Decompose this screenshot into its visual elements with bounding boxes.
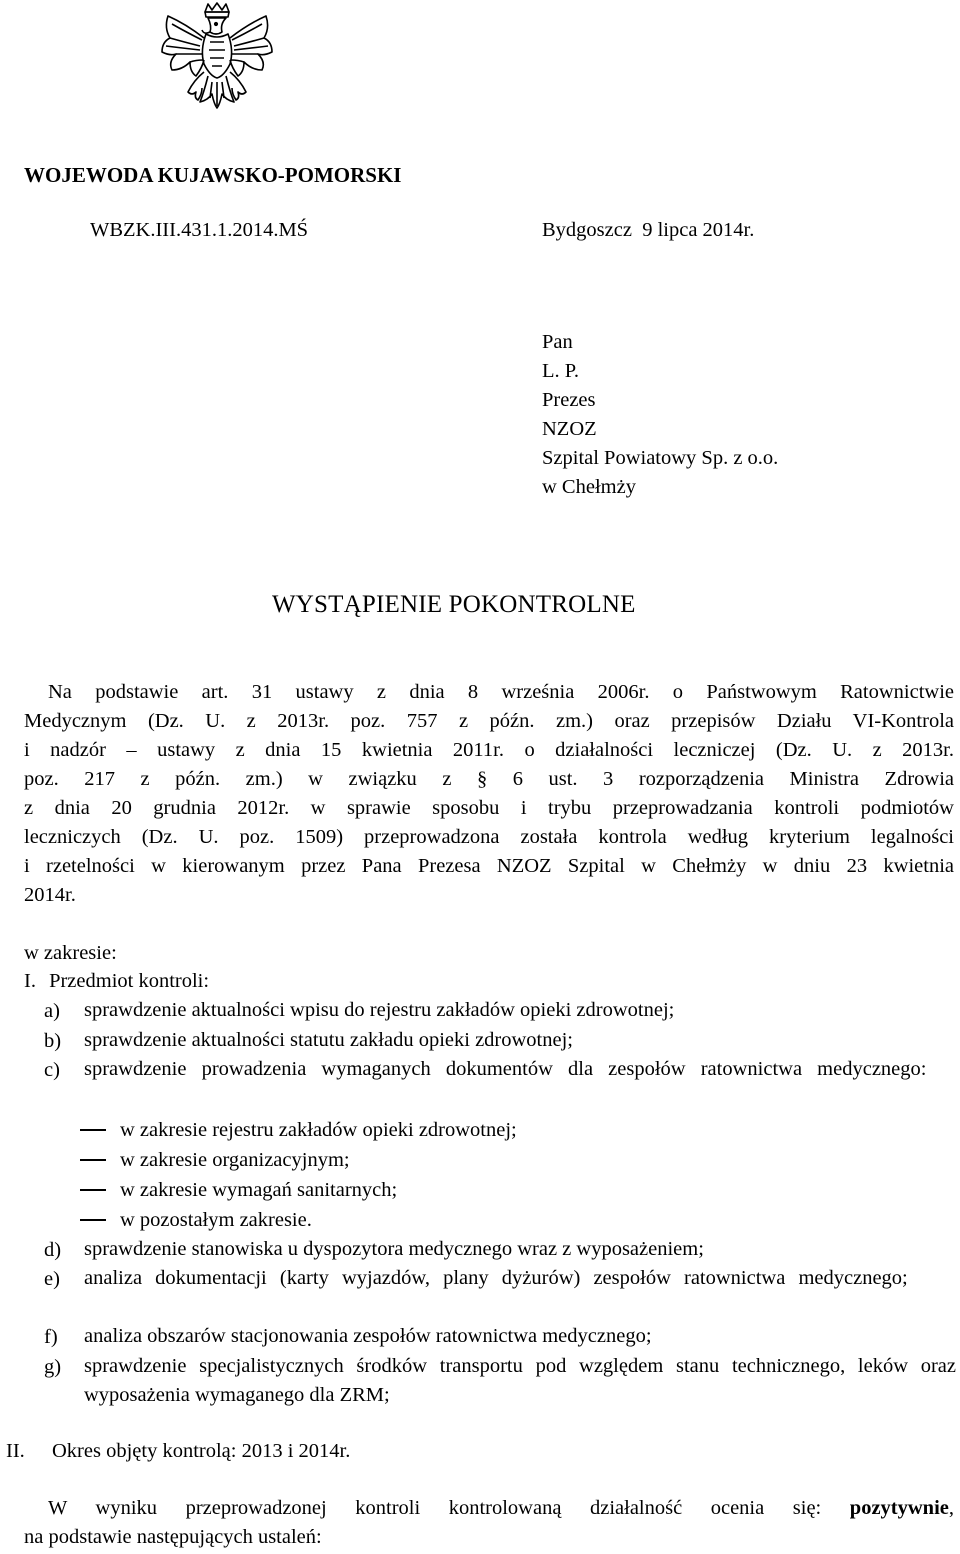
intro-line: leczniczych (Dz. U. poz. 1509) przeprowadzona została kontrola według kryterium legalności [24, 826, 954, 848]
recipient-line: NZOZ [542, 418, 597, 440]
section-one-number: I. [24, 970, 36, 992]
intro-line: 2014r. [24, 884, 76, 906]
list-item-label: g) [44, 1356, 62, 1378]
recipient-address [542, 328, 778, 502]
sub-item-text: w pozostałym zakresie. [120, 1209, 312, 1231]
conclusion-punct: , [948, 1497, 954, 1519]
list-item-label: a) [44, 1000, 60, 1022]
recipient-line: L. P. [542, 360, 580, 382]
intro-line: i rzetelności w kierowanym przez Pana Prezesa NZOZ Szpital w Chełmży w dniu 23 kwietnia [24, 855, 954, 877]
intro-line: i nadzór – ustawy z dnia 15 kwietnia 2011r. o działalności leczniczej (Dz. U. z 2013r. [24, 739, 954, 761]
list-item-text: analiza obszarów stacjonowania zespołów ratownictwa medycznego; [84, 1325, 652, 1347]
list-item-text: sprawdzenie aktualności wpisu do rejestru zakładów opieki zdrowotnej; [84, 999, 675, 1021]
recipient-line: Prezes [542, 389, 596, 411]
list-item-label: c) [44, 1059, 60, 1081]
section-two-number: II. [6, 1440, 25, 1462]
intro-line: Medycznym (Dz. U. z 2013r. poz. 757 z późn. zm.) oraz przepisów Działu VI-Kontrola [24, 710, 954, 732]
sub-item-text: w zakresie wymagań sanitarnych; [120, 1179, 398, 1201]
conclusion-text: W wyniku przeprowadzonej kontroli kontrolowaną działalność ocenia się: [48, 1497, 850, 1519]
conclusion-line [24, 1494, 954, 1523]
recipient-line: w Chełmży [542, 476, 636, 498]
document-title: WYSTĄPIENIE POKONTROLNE [272, 591, 636, 618]
list-item-text: sprawdzenie specjalistycznych środków transportu pod względem stanu technicznego, leków oraz wyposażenia wymaganego dla ZRM; [84, 1355, 956, 1406]
intro-line: z dnia 20 grudnia 2012r. w sprawie sposobu i trybu przeprowadzania kontroli podmiotów [24, 797, 954, 819]
eagle-emblem-icon [150, 2, 285, 120]
dash-bullet-icon [80, 1159, 106, 1161]
dash-bullet-icon [80, 1219, 106, 1221]
intro-line: poz. 217 z późn. zm.) w związku z § 6 ust. 3 rozporządzenia Ministra Zdrowia [24, 768, 954, 790]
place-and-date: Bydgoszcz 9 lipca 2014r. [542, 219, 755, 241]
list-item-text: analiza dokumentacji (karty wyjazdów, plany dyżurów) zespołów ratownictwa medycznego; [84, 1267, 908, 1289]
list-item-label: d) [44, 1239, 62, 1261]
list-item-label: e) [44, 1268, 60, 1290]
conclusion-line-two: na podstawie następujących ustaleń: [24, 1526, 322, 1548]
intro-line: Na podstawie art. 31 ustawy z dnia 8 września 2006r. o Państwowym Ratownictwie [48, 681, 954, 703]
list-item-label: b) [44, 1030, 62, 1052]
sub-item-text: w zakresie organizacyjnym; [120, 1149, 350, 1171]
scope-label: w zakresie: [24, 942, 117, 964]
issuing-authority: WOJEWODA KUJAWSKO-POMORSKI [24, 163, 402, 187]
section-two-text: Okres objęty kontrolą: 2013 i 2014r. [52, 1440, 351, 1462]
section-one [24, 966, 209, 996]
conclusion-paragraph [24, 1494, 954, 1552]
reference-number: WBZK.III.431.1.2014.MŚ [90, 219, 309, 241]
recipient-line: Szpital Powiatowy Sp. z o.o. [542, 447, 779, 469]
section-one-title: Przedmiot kontroli: [49, 970, 210, 992]
list-item-text: sprawdzenie stanowiska u dyspozytora medycznego wraz z wyposażeniem; [84, 1238, 704, 1260]
dash-bullet-icon [80, 1129, 106, 1131]
list-item-text: sprawdzenie aktualności statutu zakładu opieki zdrowotnej; [84, 1029, 573, 1051]
list-item-label: f) [44, 1326, 58, 1348]
recipient-line: Pan [542, 331, 573, 353]
assessment-result: pozytywnie [849, 1497, 949, 1519]
dash-bullet-icon [80, 1189, 106, 1191]
intro-paragraph [24, 678, 954, 910]
list-item-text: sprawdzenie prowadzenia wymaganych dokumentów dla zespołów ratownictwa medycznego: [84, 1058, 927, 1080]
sub-item-text: w zakresie rejestru zakładów opieki zdrowotnej; [120, 1119, 517, 1141]
